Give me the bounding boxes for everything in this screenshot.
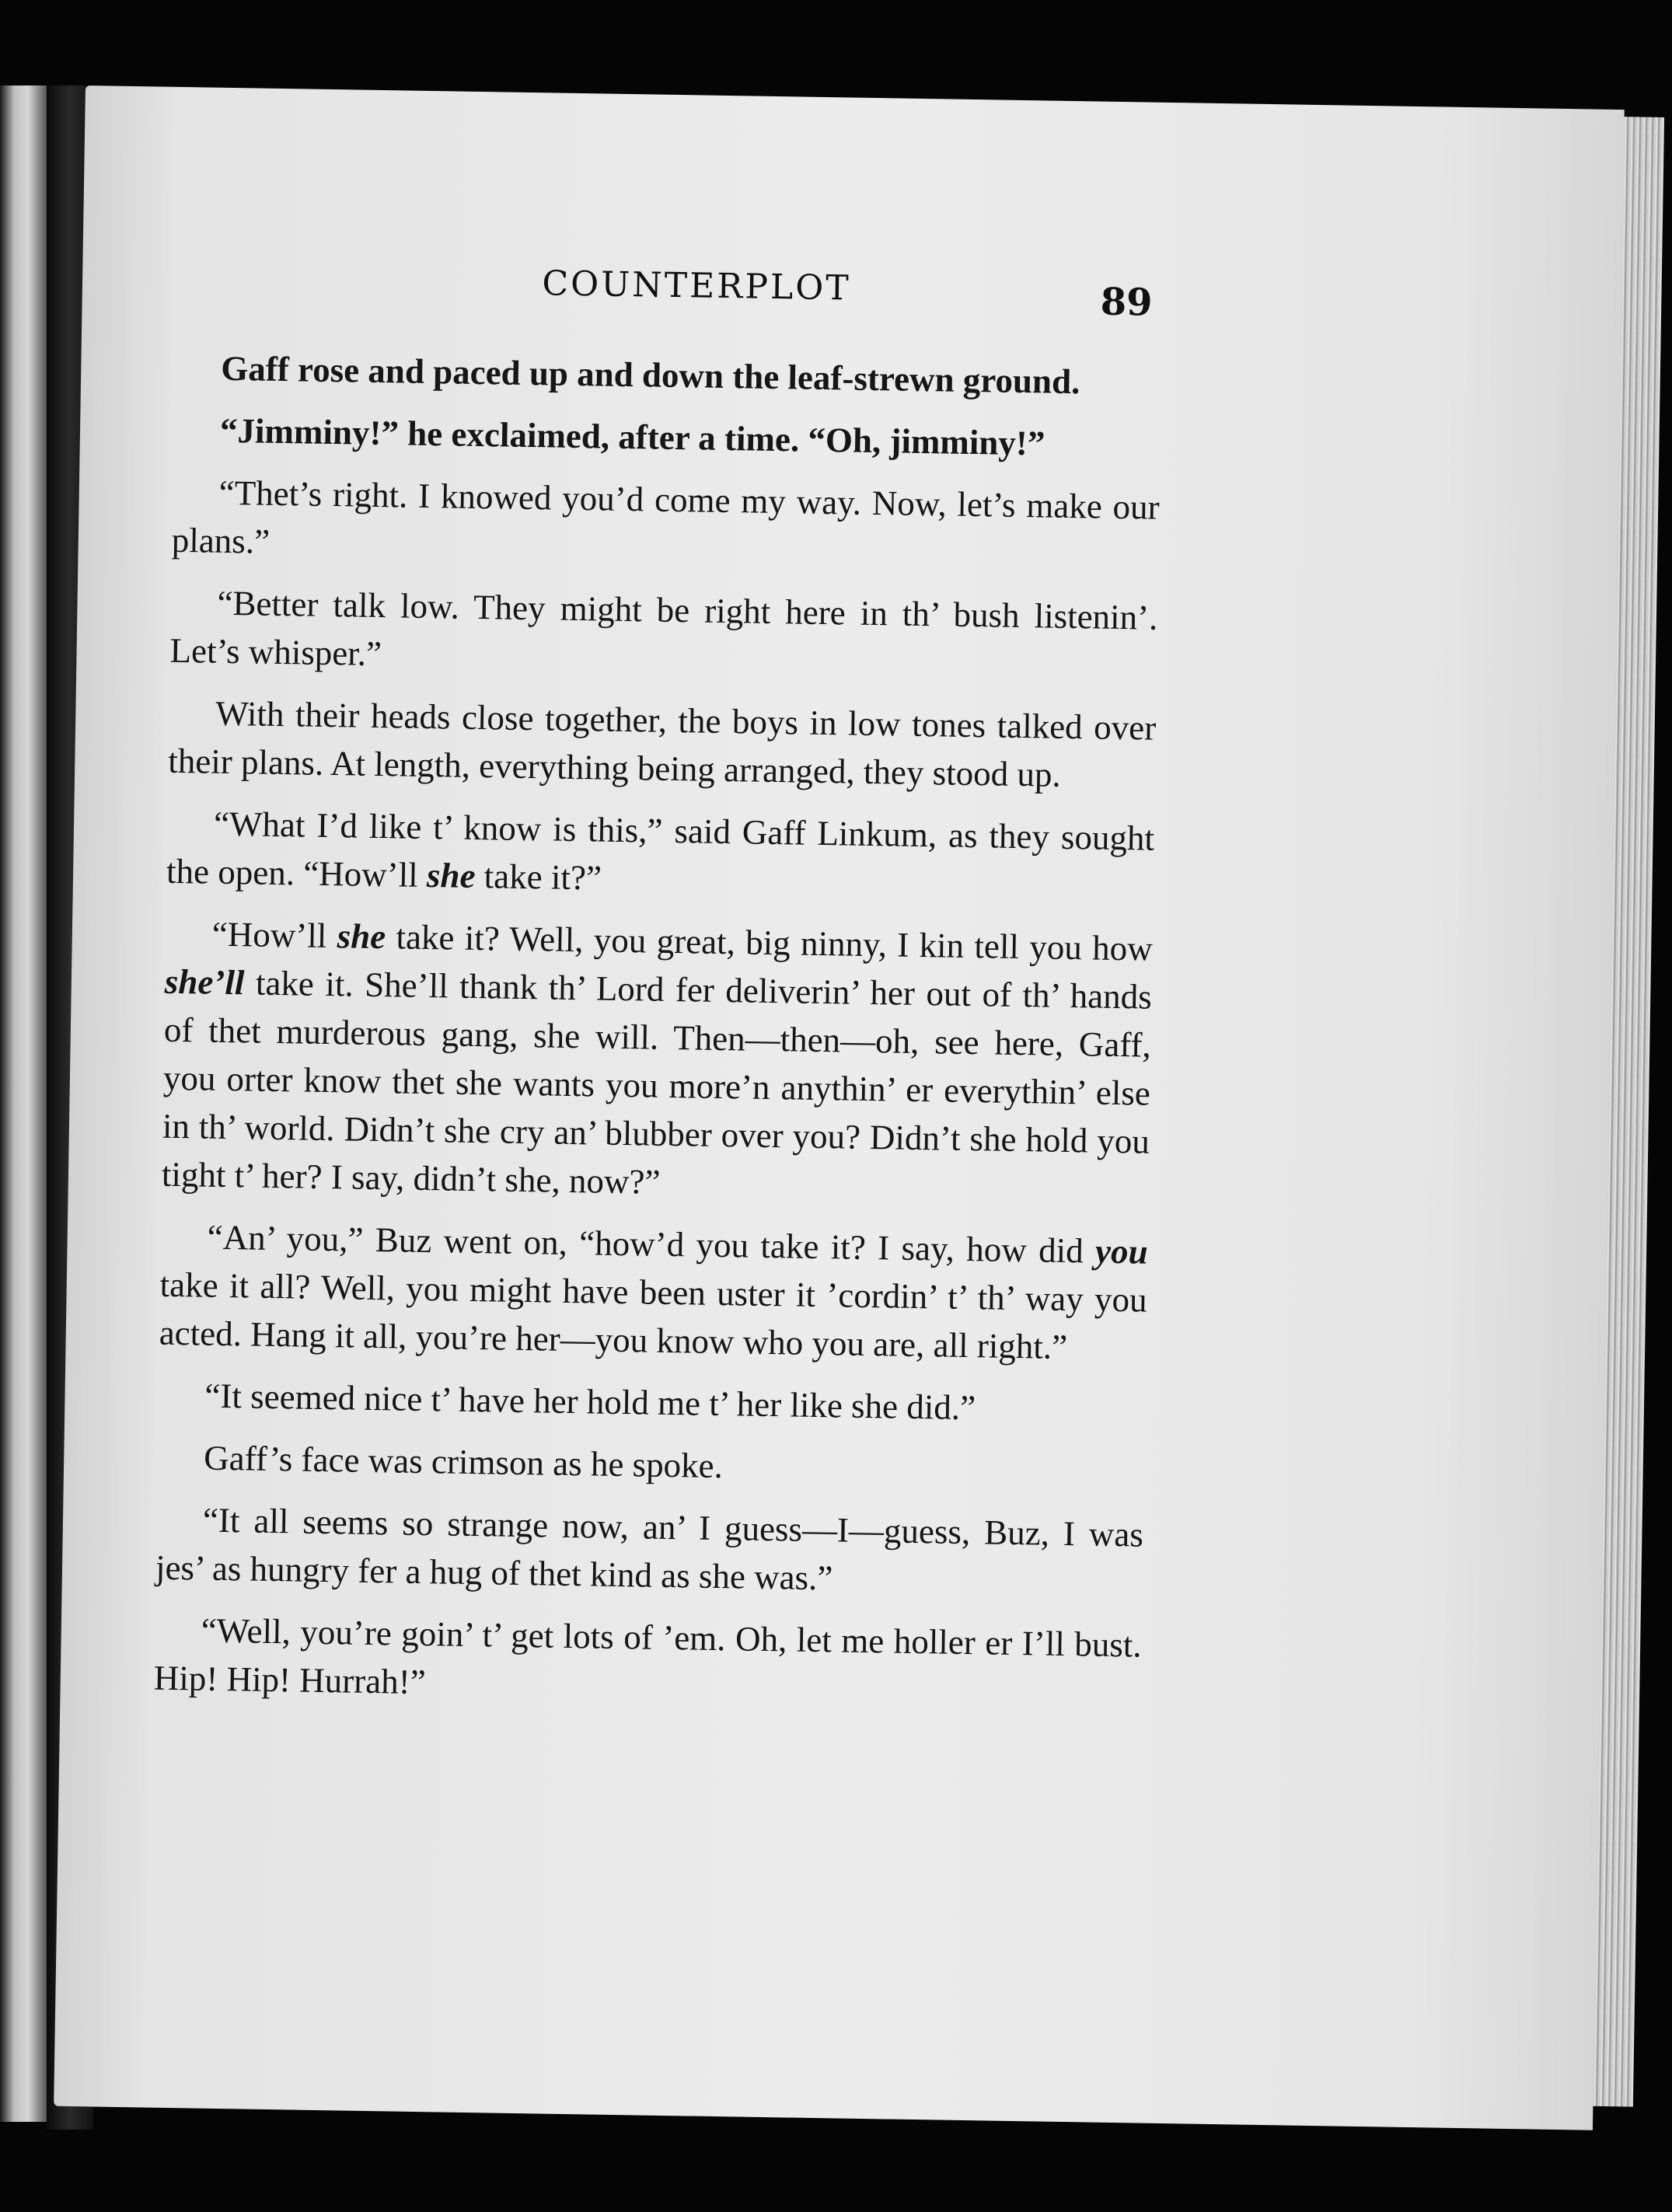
- page-number: 89: [1100, 280, 1154, 325]
- paragraph-text: take it. She’ll thank th’ Lord fer deliverin’ her out of th’ hands of thet murderous gang, she will. Then—then—oh, see here, Gaff, you orter know thet she wants you more’n anythin’ er everythin’ else in th’ world. Didn’t she cry an’ blubber over you? Didn’t she hold you tight t’ her? I say, didn’t she, now?”: [161, 963, 1153, 1202]
- paragraph-text: Gaff rose and paced up and down the leaf-strewn ground.: [220, 348, 1080, 402]
- paragraph-text: “Better talk low. They might be right here in th’ bush listenin’. Let’s whisper.”: [169, 583, 1158, 674]
- paragraph-11: [155, 1495, 1144, 1607]
- paragraph-text: “It all seems so strange now, an’ I guess—I—guess, Buz, I was jes’ as hungry fer a hug of thet kind as she was.”: [155, 1500, 1144, 1598]
- paragraph-text: “How’ll: [211, 914, 338, 956]
- emphasis: she: [337, 916, 386, 957]
- running-title: COUNTERPLOT: [542, 263, 852, 309]
- paragraph-text: take it? Well, you great, big ninny, I kin tell you how: [385, 917, 1154, 968]
- paragraph-5: [168, 689, 1157, 801]
- paragraph-text: take it all? Well, you might have been uster it ’cordin’ t’ th’ way you acted. Hang it all, you’re her—you know who you are, all right.”: [159, 1265, 1148, 1367]
- previous-page-edge: [0, 85, 47, 2122]
- emphasis: she’ll: [164, 961, 245, 1003]
- paragraph-7: [162, 909, 1154, 1214]
- paragraph-text: “What I’d like t’ know is this,” said Gaff Linkum, as they sought the open. “How’ll: [166, 804, 1155, 895]
- paragraph-4: [169, 578, 1158, 690]
- paragraph-10: [157, 1433, 1145, 1497]
- paragraph-3: [171, 468, 1160, 580]
- paragraph-12: [153, 1606, 1142, 1718]
- paragraph-text: “Thet’s right. I knowed you’d come my way. Now, let’s make our plans.”: [171, 473, 1161, 561]
- paragraph-8: [159, 1212, 1148, 1373]
- paragraph-text: “Well, you’re goin’ t’ get lots of ’em. Oh, let me holler er I’ll bust. Hip! Hip! Hurrah!”: [153, 1610, 1143, 1702]
- paragraph-text: “Jimminy!” he exclaimed, after a time. “Oh, jimminy!”: [219, 410, 1045, 463]
- emphasis: you: [1094, 1231, 1148, 1272]
- page-header: [82, 256, 1621, 343]
- paragraph-1: [174, 344, 1162, 407]
- book-page: [54, 85, 1625, 2130]
- paragraph-text: With their heads close together, the boys in low tones talked over their plans. At length, everything being arranged, they stood up.: [167, 693, 1157, 794]
- emphasis: she: [426, 856, 476, 895]
- page-body: [153, 344, 1162, 1732]
- paragraph-text: take it?”: [475, 857, 602, 898]
- paragraph-text: “An’ you,” Buz went on, “how’d you take it? I say, how did: [207, 1217, 1096, 1271]
- paragraph-text: Gaff’s face was crimson as he spoke.: [203, 1438, 724, 1486]
- paragraph-2: [173, 406, 1161, 469]
- paragraph-text: “It seemed nice t’ have her hold me t’ her like she did.”: [204, 1376, 976, 1428]
- paragraph-6: [166, 799, 1155, 911]
- paragraph-9: [158, 1371, 1146, 1435]
